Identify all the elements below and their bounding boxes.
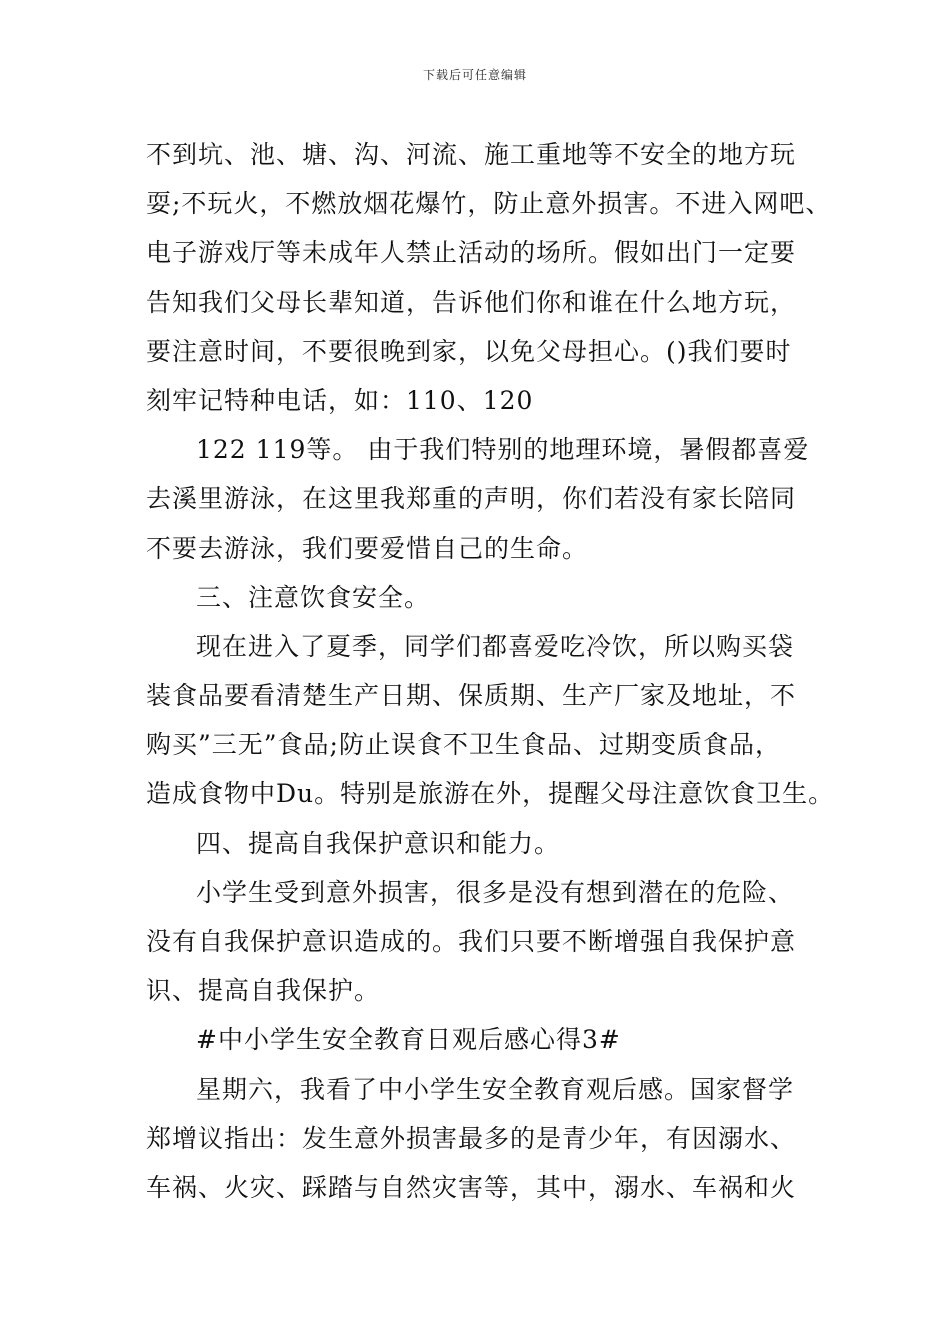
text-line: 车祸、火灾、踩踏与自然灾害等，其中，溺水、车祸和火 — [146, 1172, 797, 1202]
text-line: 造成食物中Du。特别是旅游在外，提醒父母注意饮食卫生。 — [146, 779, 835, 809]
text-line: 三、注意饮食安全。 — [196, 582, 431, 612]
text-line: 四、提高自我保护意识和能力。 — [196, 828, 561, 858]
text-line: 去溪里游泳，在这里我郑重的声明，你们若没有家长陪同 — [146, 484, 797, 514]
text-line: 不要去游泳，我们要爱惜自己的生命。 — [146, 533, 589, 563]
text-line: 122 119等。 由于我们特别的地理环境，暑假都喜爱 — [196, 435, 810, 465]
text-line: 刻牢记特种电话，如：110、120 — [146, 385, 534, 415]
page-header: 下载后可任意编辑 — [422, 68, 527, 82]
text-line: 识、提高自我保护。 — [146, 976, 381, 1006]
text-line: 电子游戏厅等未成年人禁止活动的场所。假如出门一定要 — [146, 238, 797, 268]
document-body — [146, 130, 835, 1212]
text-line: 告知我们父母长辈知道，告诉他们你和谁在什么地方玩， — [146, 287, 797, 317]
text-line: 星期六，我看了中小学生安全教育观后感。国家督学 — [196, 1074, 795, 1104]
text-line: #中小学生安全教育日观后感心得3# — [196, 1025, 621, 1055]
text-line: 小学生受到意外损害，很多是没有想到潜在的危险、 — [196, 877, 795, 907]
text-line: 购买”三无”食品;防止误食不卫生食品、过期变质食品， — [146, 730, 781, 760]
text-line: 要注意时间，不要很晚到家，以免父母担心。()我们要时 — [146, 336, 792, 366]
text-line: 现在进入了夏季，同学们都喜爱吃冷饮，所以购买袋 — [196, 631, 795, 661]
text-line: 没有自我保护意识造成的。我们只要不断增强自我保护意 — [146, 927, 797, 956]
text-line: 耍;不玩火，不燃放烟花爆竹，防止意外损害。不进入网吧、 — [146, 189, 832, 219]
text-line: 装食品要看清楚生产日期、保质期、生产厂家及地址，不 — [146, 681, 797, 711]
text-line: 郑增议指出：发生意外损害最多的是青少年，有因溺水、 — [146, 1123, 797, 1153]
text-line: 不到坑、池、塘、沟、河流、施工重地等不安全的地方玩 — [146, 140, 797, 169]
